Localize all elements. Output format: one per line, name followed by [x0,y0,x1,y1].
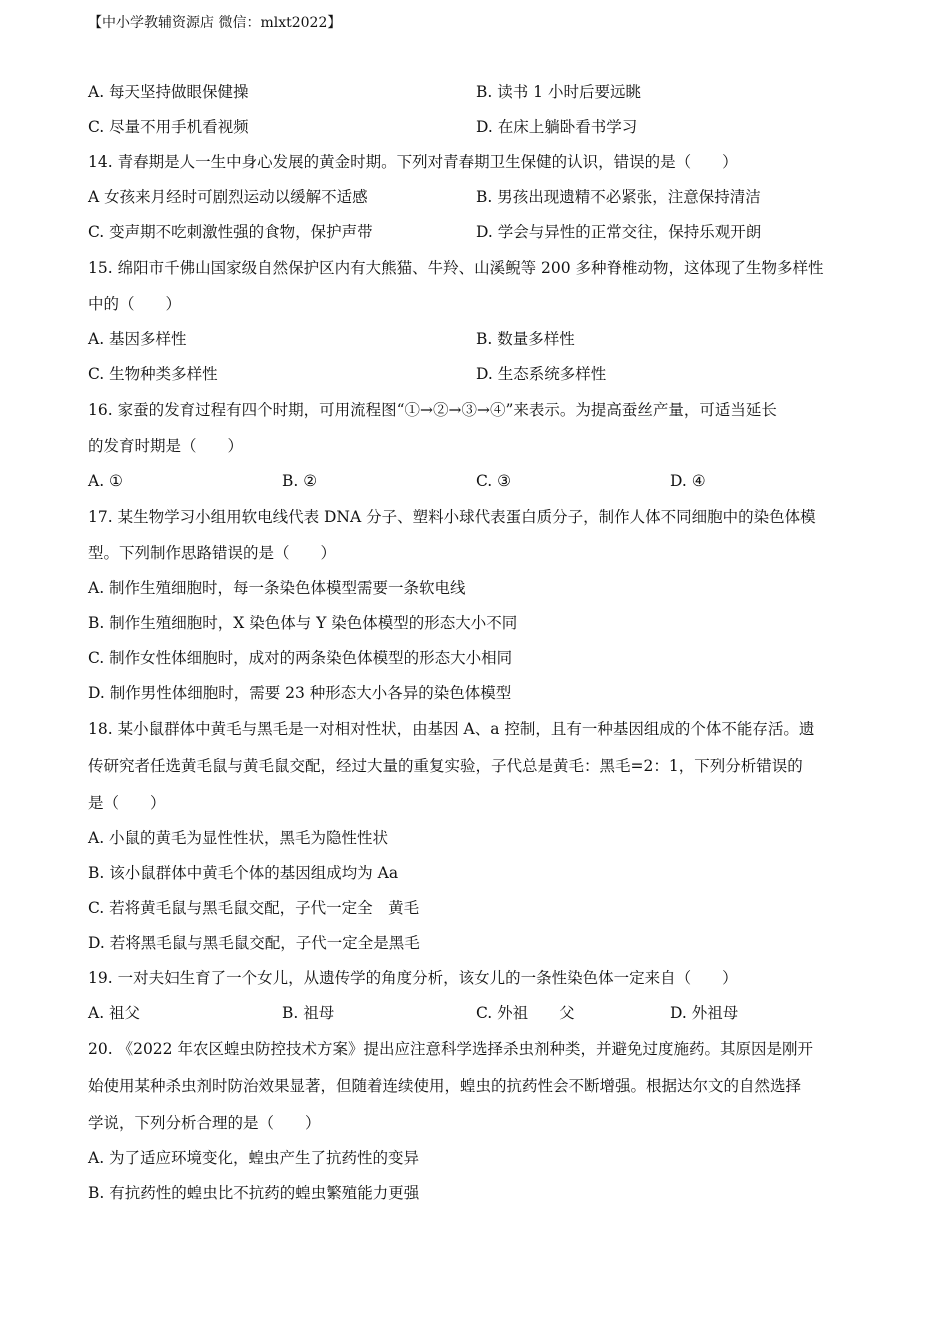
q15-option-a: A. 基因多样性 [88,330,187,348]
q18-stem-line-2: 传研究者任选黄毛鼠与黄毛鼠交配，经过大量的重复实验，子代总是黄毛：黑毛=2：1，下列分析错误的 [88,757,803,775]
q14-option-c: C. 变声期不吃刺激性强的食物，保护声带 [88,223,373,241]
q14-option-a: A 女孩来月经时可剧烈运动以缓解不适感 [88,188,368,206]
q14-stem: 14. 青春期是人一生中身心发展的黄金时期。下列对青春期卫生保健的认识，错误的是（ ） [88,153,738,171]
q15-stem-line-1: 15. 绵阳市千佛山国家级自然保护区内有大熊猫、牛羚、山溪鲵等 200 多种脊椎动物，这体现了生物多样性 [88,259,824,277]
q13-option-a: A. 每天坚持做眼保健操 [88,83,249,101]
q18-option-a: A. 小鼠的黄毛为显性性状，黑毛为隐性性状 [88,829,389,847]
q19-option-b: B. 祖母 [282,1004,335,1022]
q18-option-c: C. 若将黄毛鼠与黑毛鼠交配，子代一定全 黄毛 [88,899,420,917]
q14-option-b: B. 男孩出现遗精不必紧张，注意保持清洁 [476,188,761,206]
q18-option-b: B. 该小鼠群体中黄毛个体的基因组成均为 Aa [88,864,399,882]
q20-option-b: B. 有抗药性的蝗虫比不抗药的蝗虫繁殖能力更强 [88,1184,420,1202]
q16-option-b: B. ② [282,472,318,490]
q20-option-a: A. 为了适应环境变化，蝗虫产生了抗药性的变异 [88,1149,420,1167]
q16-option-c: C. ③ [476,472,512,490]
q19-stem: 19. 一对夫妇生育了一个女儿，从遗传学的角度分析，该女儿的一条性染色体一定来自（ ） [88,969,738,987]
q15-option-d: D. 生态系统多样性 [476,365,607,383]
q13-option-b: B. 读书 1 小时后要远眺 [476,83,641,101]
q19-option-d: D. 外祖母 [670,1004,739,1022]
q17-stem-line-1: 17. 某生物学习小组用软电线代表 DNA 分子、塑料小球代表蛋白质分子，制作人体不同细胞中的染色体模 [88,508,816,526]
q17-option-a: A. 制作生殖细胞时，每一条染色体模型需要一条软电线 [88,579,466,597]
q14-option-d: D. 学会与异性的正常交往，保持乐观开朗 [476,223,762,241]
q19-option-c: C. 外祖 父 [476,1004,575,1022]
q20-stem-line-1: 20. 《2022 年农区蝗虫防控技术方案》提出应注意科学选择杀虫剂种类，并避免过度施药。其原因是刚开 [88,1040,813,1058]
q20-stem-line-3: 学说，下列分析合理的是（ ） [88,1114,321,1132]
q16-stem-line-2: 的发育时期是（ ） [88,437,244,455]
q13-option-c: C. 尽量不用手机看视频 [88,118,249,136]
q20-stem-line-2: 始使用某种杀虫剂时防治效果显著，但随着连续使用，蝗虫的抗药性会不断增强。根据达尔文的自然选择 [88,1077,802,1095]
q15-stem-line-2: 中的（ ） [88,295,182,313]
q16-stem-line-1: 16. 家蚕的发育过程有四个时期，可用流程图“①→②→③→④”来表示。为提高蚕丝产量，可适当延长 [88,401,777,419]
q18-stem-line-3: 是（ ） [88,794,166,812]
q17-stem-line-2: 型。下列制作思路错误的是（ ） [88,544,337,562]
q13-option-d: D. 在床上躺卧看书学习 [476,118,638,136]
q17-option-c: C. 制作女性体细胞时，成对的两条染色体模型的形态大小相同 [88,649,513,667]
q18-option-d: D. 若将黑毛鼠与黑毛鼠交配，子代一定全是黑毛 [88,934,420,952]
q19-option-a: A. 祖父 [88,1004,141,1022]
q15-option-b: B. 数量多样性 [476,330,575,348]
q18-stem-line-1: 18. 某小鼠群体中黄毛与黑毛是一对相对性状，由基因 A、a 控制，且有一种基因组成的个体不能存活。遗 [88,720,815,738]
page-header: 【中小学教辅资源店 微信：mlxt2022】 [88,15,342,31]
q17-option-b: B. 制作生殖细胞时，X 染色体与 Y 染色体模型的形态大小不同 [88,614,518,632]
q17-option-d: D. 制作男性体细胞时，需要 23 种形态大小各异的染色体模型 [88,684,512,702]
q16-option-a: A. ① [88,472,123,490]
q15-option-c: C. 生物种类多样性 [88,365,218,383]
q16-option-d: D. ④ [670,472,706,490]
